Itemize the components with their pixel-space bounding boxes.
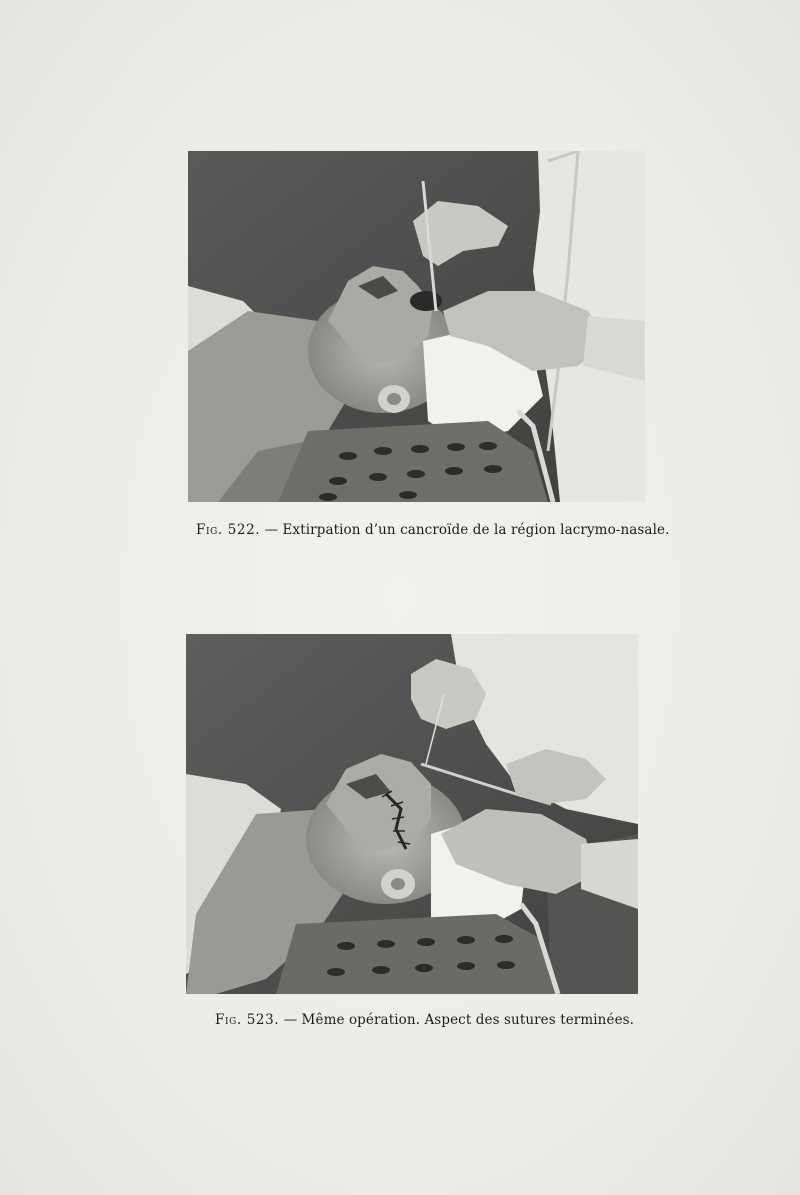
figure-523-photograph	[186, 634, 638, 994]
figure-523-caption	[215, 1012, 634, 1028]
figure-522-photograph	[188, 151, 645, 502]
figure-522-label: Fig. 522.	[196, 522, 261, 538]
figure-523-label: Fig. 523.	[215, 1012, 280, 1028]
surgery-photo-522	[188, 151, 645, 502]
figure-522-text: — Extirpation d’un cancroïde de la région lacrymo-nasale.	[264, 522, 670, 538]
figure-522-caption	[196, 522, 669, 538]
surgery-photo-523	[186, 634, 638, 994]
figure-523-text: — Même opération. Aspect des sutures terminées.	[283, 1012, 635, 1028]
